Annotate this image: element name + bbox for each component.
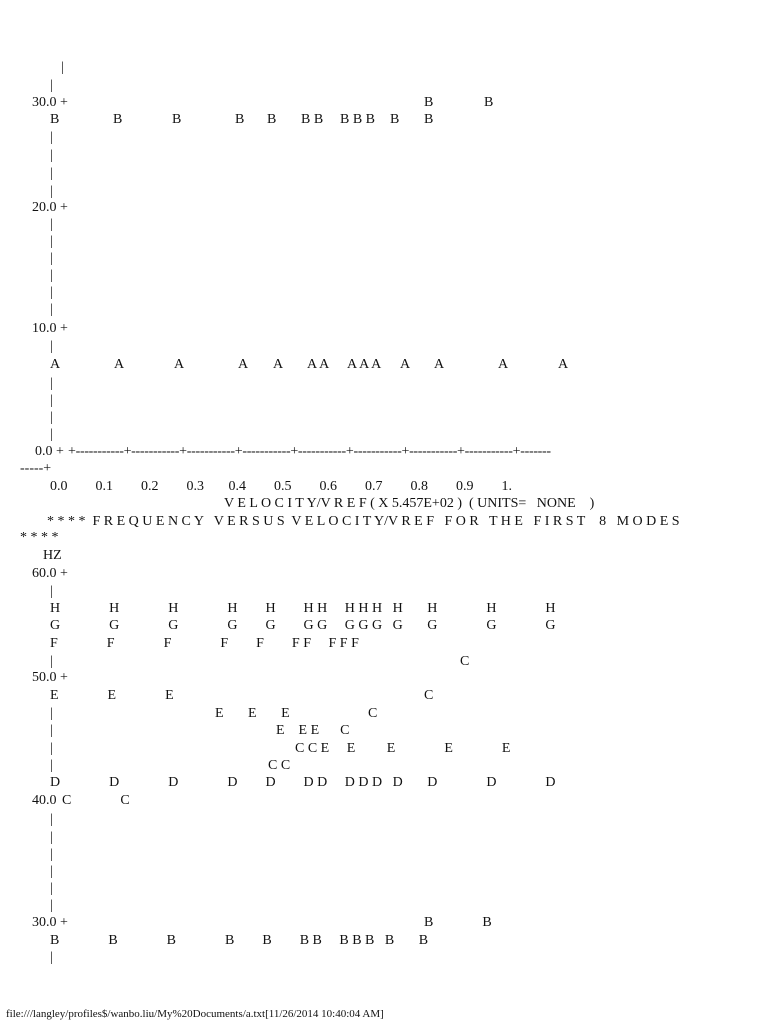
mode-b-marker: B [172,112,182,127]
axis-line-segment: | [50,184,53,199]
axis-line-segment: | [50,830,53,845]
axis-line-segment: | [50,847,53,862]
axis-line-segment: | [50,898,53,913]
axis-line-segment: | [50,234,53,249]
axis-line-segment: | [50,285,53,300]
mode-b-marker: B [390,112,400,127]
axis-line-segment: | [50,251,53,266]
x-axis-line-wrap: -----+ [20,461,52,476]
y-tick-40: 40.0 [32,793,57,808]
mode-b-marker: B B [301,112,324,127]
mode-f-row: F F F F F F F F F F [50,636,359,651]
axis-line-segment: | [50,410,53,425]
mode-a-marker: A [50,357,61,372]
mode-b-marker: B [424,95,434,110]
axis-line-segment: | [50,741,53,756]
y-tick-50: 50.0 + [32,670,68,685]
x-axis-label: V E L O C I T Y/V R E F ( X 5.457E+02 ) ( UNITS= NONE ) [224,496,595,511]
mode-a-marker: A [400,357,411,372]
mode-e-row: E E E C [276,723,350,738]
mode-a-marker: A [174,357,185,372]
mode-e-row: E E E [50,688,174,703]
mode-b-marker: B [113,112,123,127]
axis-line-segment: | [50,302,53,317]
axis-line-segment: | [50,166,53,181]
axis-line-segment: | [50,654,53,669]
axis-line-segment: | [50,723,53,738]
axis-line-segment: | [50,812,53,827]
x-tick-labels: 0.0 0.1 0.2 0.3 0.4 0.5 0.6 0.7 0.8 0.9 1. [50,479,512,494]
axis-line-segment: | [50,268,53,283]
y-tick-30: 30.0 + [32,95,68,110]
axis-line-segment: | [50,881,53,896]
mode-b-marker: B [267,112,277,127]
mode-a-marker: A [114,357,125,372]
axis-line-segment: | [50,758,53,773]
y-tick-20: 20.0 + [32,200,68,215]
mode-c-row: C C [268,758,291,773]
axis-line-segment: | [50,950,53,965]
y-axis-unit: HZ [43,548,62,563]
mode-a-marker: A [273,357,284,372]
axis-line-segment: | [50,148,53,163]
axis-line-segment: | [50,217,53,232]
mode-b-marker: B [50,112,60,127]
mode-b-row: B B [424,915,492,930]
axis-line-segment: | [50,130,53,145]
print-footer: file:///langley/profiles$/wanbo.liu/My%20Documents/a.txt[11/26/2014 10:40:04 AM] [6,1008,384,1020]
mode-c-marker: C [424,688,434,703]
y-tick-10: 10.0 + [32,321,68,336]
y-tick-60: 60.0 + [32,566,68,581]
axis-tick-line: | [50,78,53,93]
plot-caption-wrap: * * * * [20,530,59,545]
axis-line-segment: | [50,584,53,599]
axis-line-segment: | [50,339,53,354]
mode-h-row: H H H H H H H H H H H H H H [50,601,556,616]
mode-b-marker: B B B [340,112,376,127]
axis-line-segment: | [50,706,53,721]
x-axis-line: +-----------+-----------+-----------+-----------+-----------+-----------+-----------+-----------+------- [68,444,551,459]
mode-a-marker: A A A [347,357,382,372]
mode-g-row: G G G G G G G G G G G G G G [50,618,556,633]
axis-line-segment: | [50,427,53,442]
axis-line-segment: | [50,376,53,391]
mode-d-row: D D D D D D D D D D D D D D [50,775,556,790]
mode-b-row: B B B B B B B B B B B B [50,933,429,948]
mode-a-marker: A A [307,357,330,372]
mode-c-row: C C [62,793,130,808]
axis-line-segment: | [50,393,53,408]
axis-line-segment: | [50,864,53,879]
axis-tick-line: | [61,60,64,75]
y-tick-0: 0.0 + [35,444,64,459]
mode-a-marker: A [498,357,509,372]
mode-b-marker: B [424,112,434,127]
mode-c-marker: C [460,654,470,669]
mode-e-row: E E E [215,706,290,721]
mode-c-marker: C [368,706,378,721]
mode-b-marker: B [235,112,245,127]
y-tick-30: 30.0 + [32,915,68,930]
mode-a-marker: A [238,357,249,372]
mode-b-marker: B [484,95,494,110]
mode-a-marker: A [558,357,569,372]
mode-e-row: C C E E E E E [295,741,511,756]
mode-a-marker: A [434,357,445,372]
plot-caption: * * * * F R E Q U E N C Y V E R S U S V E L O C I T Y/V R E F F O R T H E F I R S T 8 M O D E S [47,514,680,529]
